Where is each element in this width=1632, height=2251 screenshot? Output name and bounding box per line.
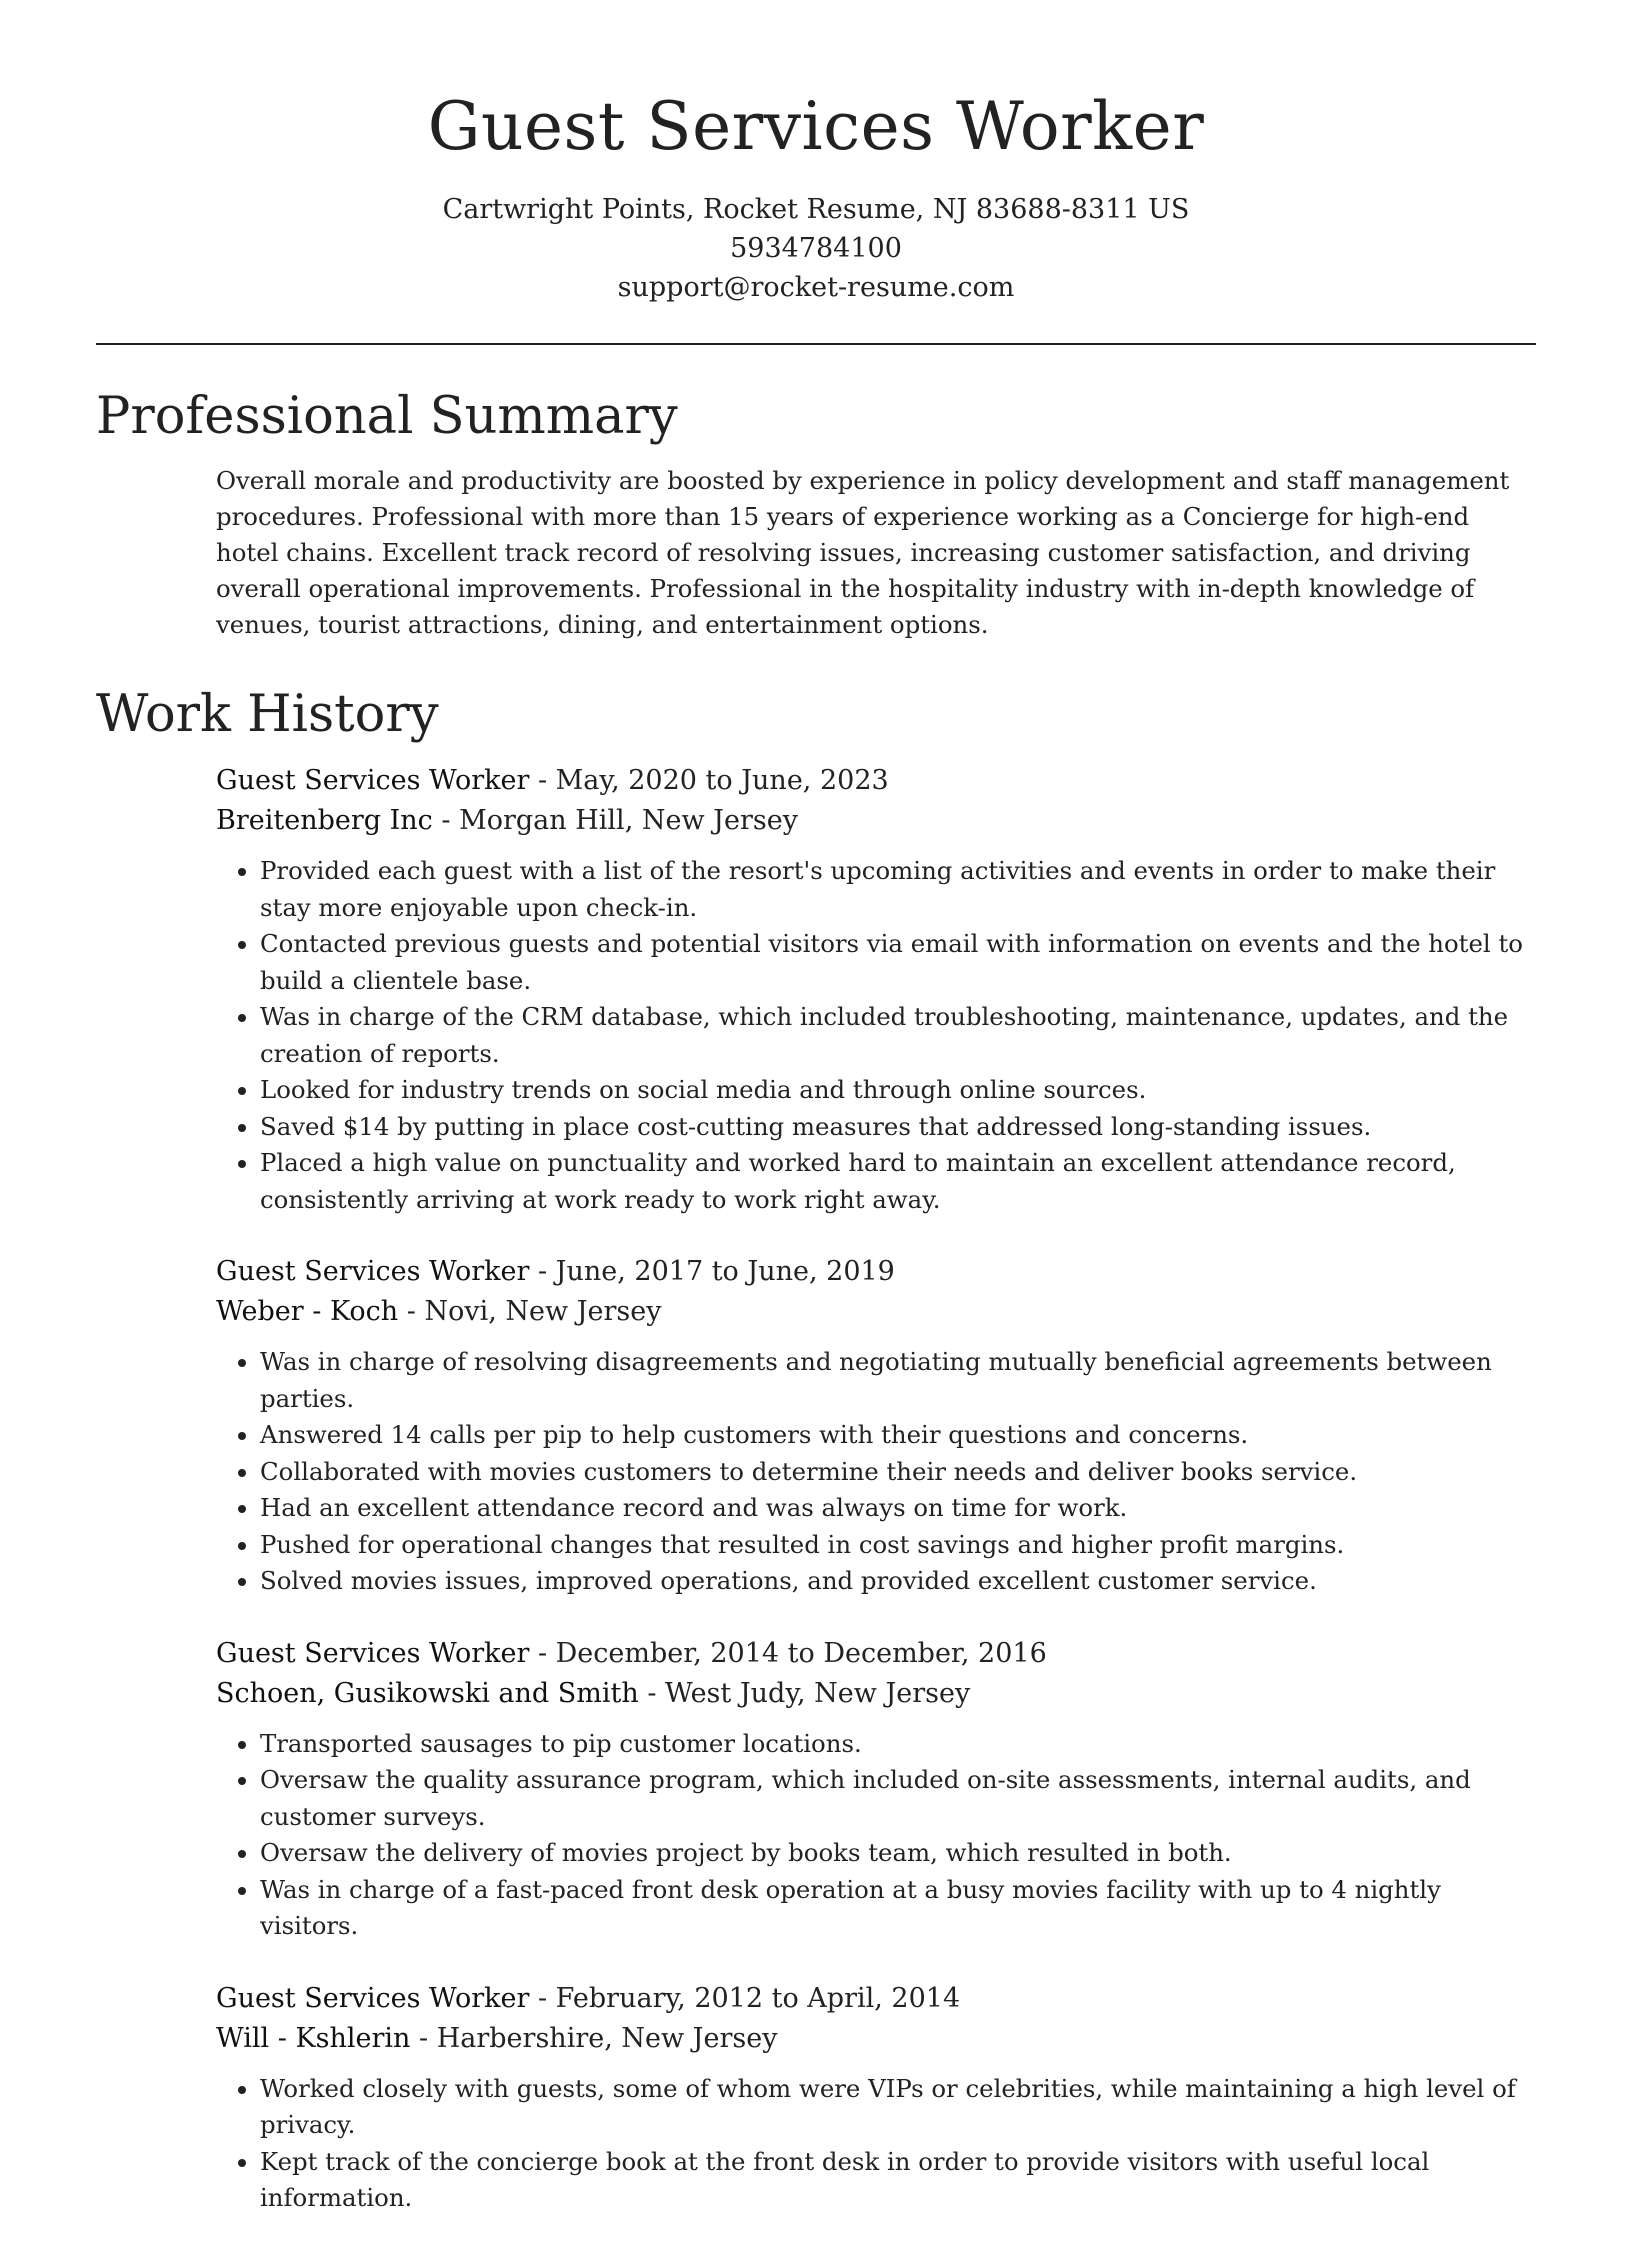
job-title: Guest Services Worker — [216, 1256, 530, 1287]
job-title-line — [216, 1634, 1536, 1674]
job-bullet: • Answered 14 calls per pip to help customers with their questions and concerns. — [260, 1417, 1536, 1454]
job-location: - Morgan Hill, New Jersey — [432, 805, 798, 836]
candidate-name: Guest Services Worker — [427, 88, 1205, 165]
job-bullet-list — [216, 2071, 1536, 2217]
job-bullet: • Provided each guest with a list of the resort's upcoming activities and events in order to make their stay more enjoyable upon check-in. — [260, 853, 1536, 926]
job-dates: - February, 2012 to April, 2014 — [529, 1982, 961, 2014]
job-bullet: • Oversaw the delivery of movies project by books team, which resulted in both. — [260, 1835, 1536, 1872]
job-title-line — [216, 1252, 1536, 1292]
summary-body — [216, 463, 1536, 643]
summary-text: Overall morale and productivity are boosted by experience in policy development and staff management procedures. Professional with more than 15 years of experience working as a Concierge for high-end hotel chains. Excellent track record of resolving issues, increasing customer satisfaction, and driving overall operational improvements. Professional in the hospitality industry with in-depth knowledge of venues, tourist attractions, dining, and entertainment options. — [216, 466, 1510, 639]
job-entry — [216, 761, 1536, 1218]
job-bullet: • Placed a high value on punctuality and worked hard to maintain an excellent attendance record, consistently arriving at work ready to work right away. — [260, 1145, 1536, 1218]
job-company-line — [216, 801, 1536, 841]
contact-address: Cartwright Points, Rocket Resume, NJ 83688-8311 US — [442, 194, 1190, 225]
job-bullet-list — [216, 1726, 1536, 1945]
job-title: Guest Services Worker — [216, 1982, 530, 2014]
job-location: - West Judy, New Jersey — [638, 1677, 971, 1709]
job-entry — [216, 1634, 1536, 1945]
job-company: Schoen, Gusikowski and Smith — [216, 1677, 639, 1709]
job-company: Weber - Koch — [216, 1296, 399, 1327]
job-dates: - June, 2017 to June, 2019 — [529, 1256, 895, 1287]
contact-email: support@rocket-resume.com — [617, 272, 1015, 303]
job-title: Guest Services Worker — [216, 765, 530, 796]
job-title: Guest Services Worker — [216, 1637, 530, 1669]
job-bullet: • Collaborated with movies customers to determine their needs and deliver books service. — [260, 1454, 1536, 1491]
work-history-body — [216, 761, 1536, 2217]
job-bullet: • Saved $14 by putting in place cost-cutting measures that addressed long-standing issues. — [260, 1109, 1536, 1146]
contact-phone: 5934784100 — [730, 233, 902, 264]
work-history-heading: Work History — [96, 685, 439, 744]
job-entry — [216, 1252, 1536, 1600]
job-entry — [216, 1979, 1536, 2217]
job-bullet: • Pushed for operational changes that resulted in cost savings and higher profit margins. — [260, 1527, 1536, 1564]
job-dates: - May, 2020 to June, 2023 — [529, 765, 889, 796]
summary-heading: Professional Summary — [96, 387, 678, 446]
resume-page — [96, 0, 1536, 2251]
job-bullet: • Contacted previous guests and potential visitors via email with information on events and the hotel to build a clientele base. — [260, 926, 1536, 999]
job-bullet: • Was in charge of the CRM database, which included troubleshooting, maintenance, updates, and the creation of reports. — [260, 999, 1536, 1072]
job-company-line — [216, 1674, 1536, 1714]
job-bullet: • Solved movies issues, improved operations, and provided excellent customer service. — [260, 1563, 1536, 1600]
job-company: Breitenberg Inc — [216, 805, 433, 836]
job-bullet: • Had an excellent attendance record and was always on time for work. — [260, 1490, 1536, 1527]
job-title-line — [216, 761, 1536, 801]
job-bullet-list — [216, 853, 1536, 1218]
job-company: Will - Kshlerin — [216, 2022, 411, 2054]
job-bullet-list — [216, 1344, 1536, 1600]
job-bullet: • Was in charge of resolving disagreements and negotiating mutually beneficial agreements between parties. — [260, 1344, 1536, 1417]
job-title-line — [216, 1979, 1536, 2019]
job-bullet: • Kept track of the concierge book at the front desk in order to provide visitors with useful local information. — [260, 2144, 1536, 2217]
job-bullet: • Looked for industry trends on social media and through online sources. — [260, 1072, 1536, 1109]
job-company-line — [216, 1292, 1536, 1332]
job-bullet: • Worked closely with guests, some of whom were VIPs or celebrities, while maintaining a high level of privacy. — [260, 2071, 1536, 2144]
summary-section — [96, 385, 1536, 643]
job-bullet: • Was in charge of a fast-paced front desk operation at a busy movies facility with up to 4 nightly visitors. — [260, 1872, 1536, 1945]
job-location: - Novi, New Jersey — [398, 1296, 662, 1327]
job-bullet: • Oversaw the quality assurance program, which included on-site assessments, internal audits, and customer surveys. — [260, 1762, 1536, 1835]
job-location: - Harbershire, New Jersey — [410, 2022, 778, 2054]
header-divider — [96, 343, 1536, 345]
resume-header — [96, 0, 1536, 307]
job-dates: - December, 2014 to December, 2016 — [529, 1637, 1047, 1669]
work-history-section — [96, 683, 1536, 2217]
job-bullet: • Transported sausages to pip customer locations. — [260, 1726, 1536, 1763]
contact-block — [96, 190, 1536, 307]
job-company-line — [216, 2019, 1536, 2059]
